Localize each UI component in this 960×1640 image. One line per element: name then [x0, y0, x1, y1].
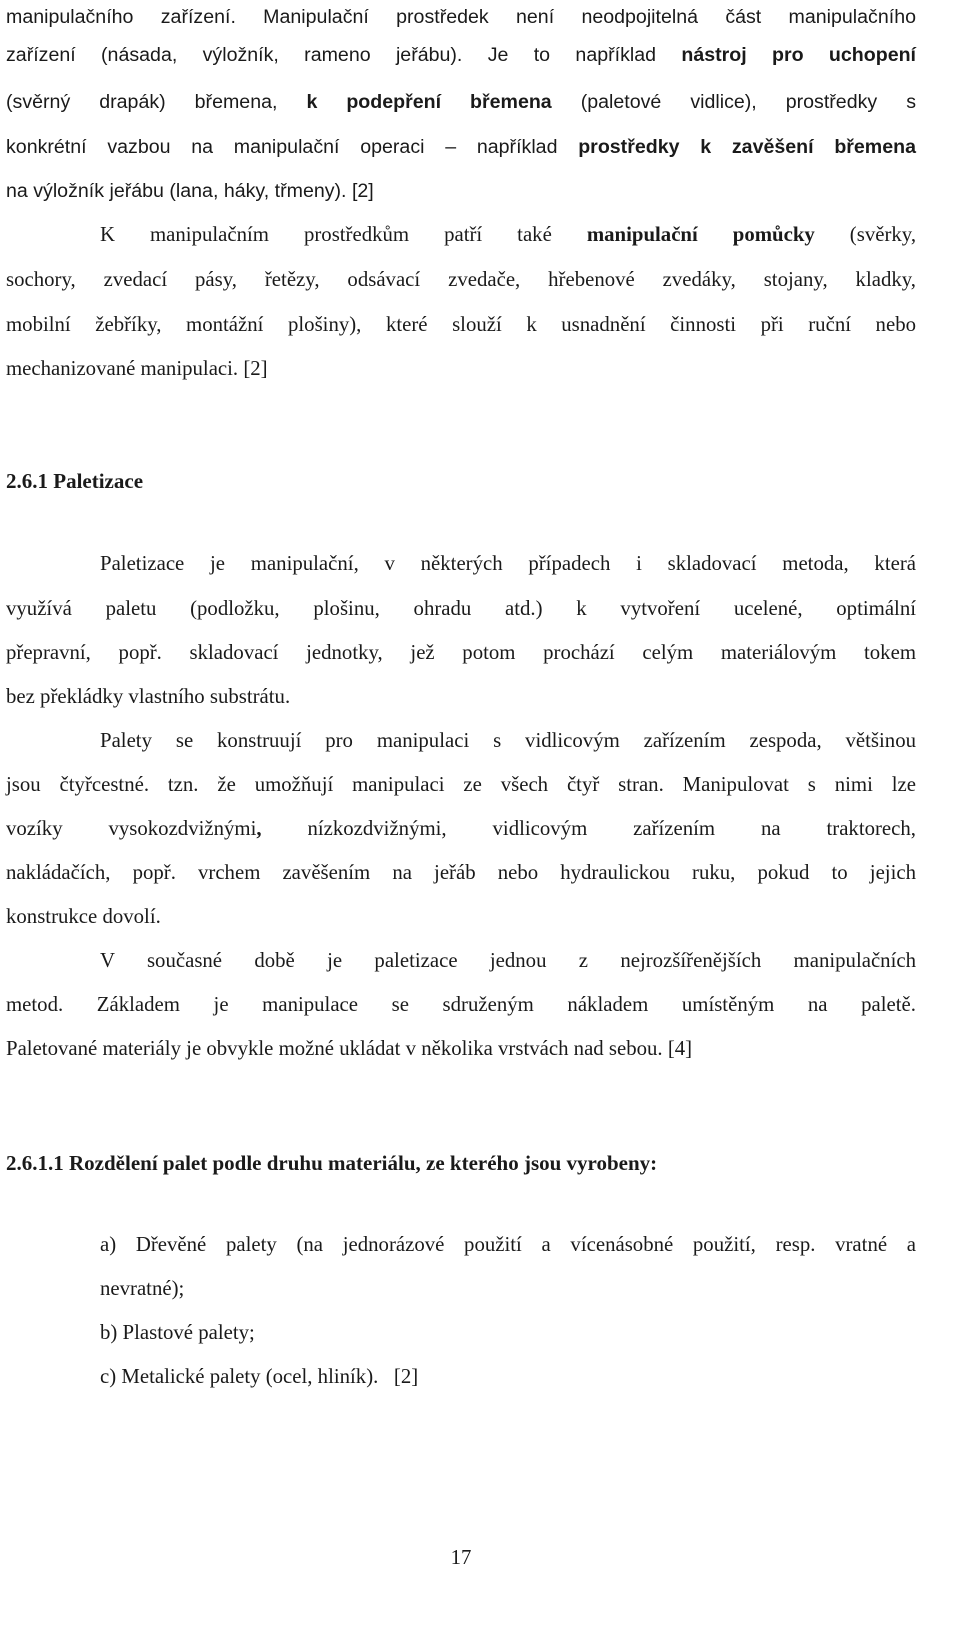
list-item-c [100, 1364, 916, 1390]
list-item-a-line-1 [100, 1232, 916, 1258]
p1-line-2 [6, 42, 916, 68]
p5-line-3 [6, 1036, 916, 1062]
p2-line-3 [6, 312, 916, 338]
subsection-heading: 2.6.1.1 Rozdělení palet podle druhu materiálu, ze kterého jsou vyrobeny: [6, 1151, 658, 1175]
bold-text: prostředky k zavěšení břemena [578, 136, 916, 158]
text: Paletizace je manipulační, v některých případech i skladovací metoda, která [100, 552, 916, 575]
list-item-b [100, 1320, 916, 1346]
text: zařízení (násada, výložník, rameno jeřábu). Je to například [6, 44, 682, 66]
p5-line-1 [100, 948, 916, 974]
p1-line-3 [6, 89, 916, 115]
p2-line-1 [100, 222, 916, 248]
text: manipulačního zařízení. Manipulační prostředek není neodpojitelná část manipulačního [6, 6, 916, 28]
p1-line-4 [6, 134, 916, 160]
text: vozíky vysokozdvižnými [6, 817, 257, 840]
p5-line-2 [6, 992, 916, 1018]
p4-line-2 [6, 772, 916, 798]
text: mobilní žebříky, montážní plošiny), které slouží k usnadnění činnosti při ruční nebo [6, 313, 916, 336]
p3-line-3 [6, 640, 916, 666]
p1-line-1 [6, 4, 916, 30]
text: b) Plastové palety; [100, 1321, 255, 1344]
p4-line-1 [100, 728, 916, 754]
text: nakládačích, popř. vrchem zavěšením na jeřáb nebo hydraulickou ruku, pokud to jejich [6, 861, 916, 884]
bold-text: , [256, 817, 262, 840]
text: (svěrný drapák) břemena, [6, 91, 307, 113]
text: na výložník jeřábu (lana, háky, třmeny). [2] [6, 180, 374, 202]
text: jsou čtyřcestné. tzn. že umožňují manipulaci ze všech čtyř stran. Manipulovat s nimi lze [6, 773, 916, 796]
text: c) Metalické palety (ocel, hliník). [2] [100, 1365, 419, 1388]
p4-line-3 [6, 816, 916, 842]
text: a) Dřevěné palety (na jednorázové použití a vícenásobné použití, resp. vratné a [100, 1233, 916, 1256]
text: sochory, zvedací pásy, řetězy, odsávací zvedače, hřebenové zvedáky, stojany, kladky, [6, 268, 916, 291]
text: nízkozdvižnými, vidlicovým zařízením na traktorech, [261, 817, 916, 840]
p2-line-4 [6, 356, 916, 382]
text: (svěrky, [814, 223, 917, 246]
p3-line-4 [6, 684, 916, 710]
text: využívá paletu (podložku, plošinu, ohradu atd.) k vytvoření ucelené, optimální [6, 597, 916, 620]
bold-text: nástroj pro uchopení [681, 44, 916, 66]
text: (paletové vidlice), prostředky s [551, 91, 916, 113]
text: přepravní, popř. skladovací jednotky, jež potom prochází celým materiálovým tokem [6, 641, 916, 664]
p2-line-2 [6, 267, 916, 293]
text: nevratné); [100, 1277, 185, 1300]
text: Palety se konstruují pro manipulaci s vidlicovým zařízením zespoda, většinou [100, 729, 916, 752]
bold-text: manipulační pomůcky [586, 223, 815, 246]
p3-line-2 [6, 596, 916, 622]
text: mechanizované manipulaci. [2] [6, 357, 268, 380]
page-number: 17 [450, 1546, 472, 1569]
p3-line-1 [100, 551, 916, 577]
section-heading: 2.6.1 Paletizace [6, 469, 144, 493]
list-item-a-line-2 [100, 1276, 916, 1302]
text: Paletované materiály je obvykle možné ukládat v několika vrstvách nad sebou. [4] [6, 1037, 693, 1060]
text: konkrétní vazbou na manipulační operaci – například [6, 136, 579, 158]
text: K manipulačním prostředkům patří také [100, 223, 587, 246]
bold-text: k podepření břemena [306, 91, 552, 113]
document-page [6, 0, 916, 1640]
text: konstrukce dovolí. [6, 905, 161, 928]
text: bez překládky vlastního substrátu. [6, 685, 291, 708]
p4-line-5 [6, 904, 916, 930]
p1-line-5 [6, 178, 916, 204]
text: metod. Základem je manipulace se sdruženým nákladem umístěným na paletě. [6, 993, 916, 1016]
text: V současné době je paletizace jednou z nejrozšířenějších manipulačních [100, 949, 916, 972]
p4-line-4 [6, 860, 916, 886]
